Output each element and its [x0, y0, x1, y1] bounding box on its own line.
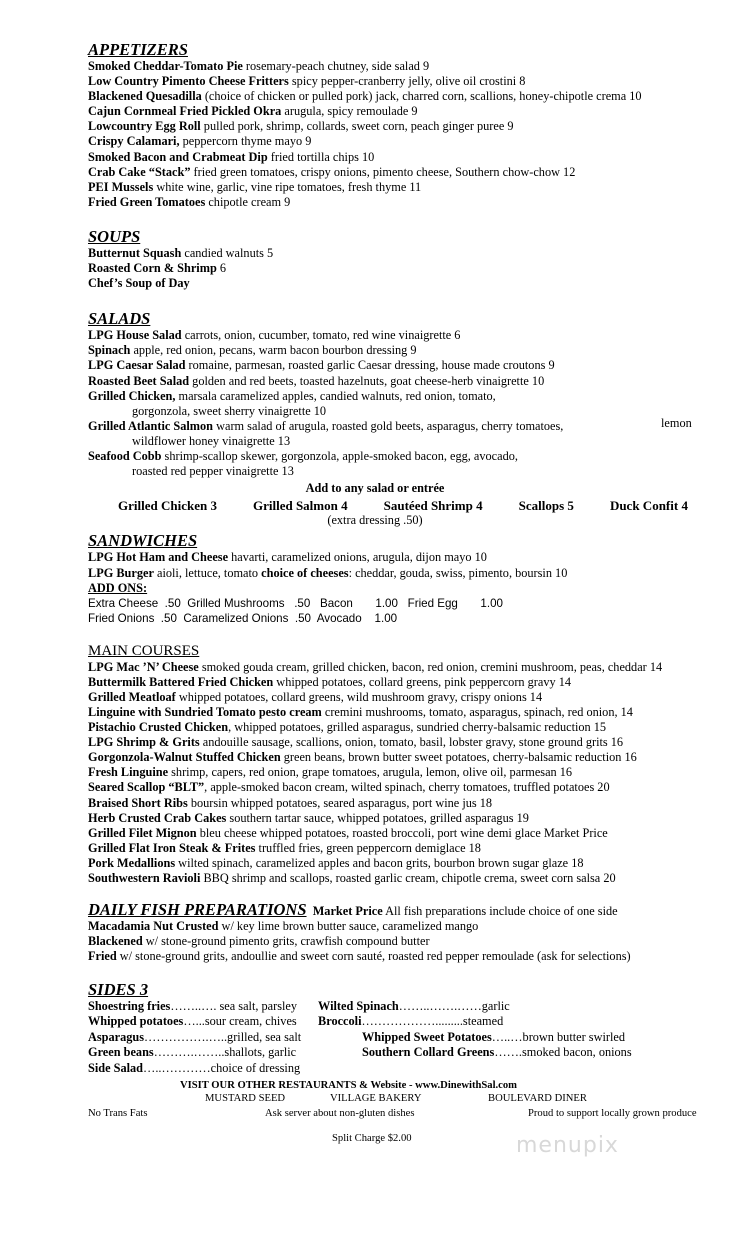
- add-ons-title: ADD ONS:: [88, 580, 148, 595]
- item-desc-cont: roasted red pepper vinaigrette 13: [132, 464, 294, 479]
- side-item: [88, 1014, 297, 1029]
- sides-grid: [88, 999, 718, 1077]
- item-desc: pulled pork, shrimp, collards, sweet corn, peach ginger puree 9: [200, 119, 514, 134]
- menu-item: [88, 246, 718, 261]
- item-name: Herb Crusted Crab Cakes: [88, 810, 227, 825]
- item-name: Lowcountry Egg Roll: [88, 119, 201, 134]
- side-item: [88, 1045, 296, 1060]
- item-desc: , whipped potatoes, grilled asparagus, sundried cherry-balsamic reduction 15: [228, 720, 607, 735]
- footer-local: Proud to support locally grown produce: [528, 1108, 697, 1119]
- item-desc: romaine, parmesan, roasted garlic Caesar dressing, house made croutons 9: [185, 358, 555, 373]
- item-name: Broccoli: [318, 1013, 362, 1028]
- menu-item: [88, 566, 718, 581]
- side-item: [88, 999, 297, 1014]
- item-name: Pork Medallions: [88, 855, 176, 870]
- footer-restaurant: MUSTARD SEED: [205, 1093, 286, 1104]
- item-name: Crispy Calamari,: [88, 134, 180, 149]
- item-name: LPG Mac ’N’ Cheese: [88, 659, 199, 674]
- item-desc: peppercorn thyme mayo 9: [179, 134, 312, 149]
- soups-title: SOUPS: [88, 226, 141, 246]
- footer-restaurant: VILLAGE BAKERY: [330, 1093, 422, 1104]
- add-ons-row: [118, 498, 688, 513]
- item-desc: …...sour cream, chives: [183, 1013, 297, 1028]
- menu-item: [88, 89, 718, 104]
- side-item: [318, 999, 510, 1014]
- item-desc: cremini mushrooms, tomato, asparagus, spinach, red onion, 14: [321, 705, 633, 719]
- menu-item: [88, 750, 718, 765]
- main-courses-list: [88, 660, 718, 886]
- item-desc: ……………….........steamed: [361, 1013, 504, 1028]
- item-desc: carrots, onion, cucumber, tomato, red wine vinaigrette 6: [181, 328, 461, 343]
- menu-item: [88, 811, 718, 826]
- item-desc: shrimp-scallop skewer, gorgonzola, apple-smoked bacon, egg, avocado,: [161, 448, 518, 463]
- footer-restaurant: BOULEVARD DINER: [488, 1093, 587, 1104]
- salads-title: SALADS: [88, 309, 151, 329]
- item-desc: candied walnuts 5: [181, 245, 274, 260]
- add-on-item: Grilled Chicken 3: [118, 498, 217, 514]
- item-desc: BBQ shrimp and scallops, roasted garlic cream, chipotle crema, sweet corn salsa 20: [200, 871, 616, 886]
- add-on-item: Scallops 5: [518, 498, 574, 514]
- menu-item: [88, 841, 718, 856]
- item-desc: green beans, brown butter sweet potatoes, cherry-balsamic reduction 16: [280, 750, 637, 765]
- fish-title: DAILY FISH PREPARATIONS: [88, 900, 307, 920]
- item-desc: (choice of chicken or pulled pork) jack, charred corn, scallions, honey-chipotle crema 10: [201, 89, 642, 104]
- menu-item: [88, 735, 718, 750]
- item-name: Grilled Atlantic Salmon: [88, 418, 214, 433]
- item-name: Chef’s Soup of Day: [88, 276, 190, 291]
- item-name: LPG Burger: [88, 565, 154, 580]
- menu-item: [88, 690, 718, 705]
- item-name: Roasted Corn & Shrimp: [88, 261, 217, 276]
- item-name: Grilled Filet Mignon: [88, 825, 197, 840]
- menu-item: [88, 449, 718, 464]
- item-desc: truffled fries, green peppercorn demiglace 18: [255, 840, 481, 855]
- main-courses-title: MAIN COURSES: [88, 642, 200, 659]
- item-name: Grilled Meatloaf: [88, 689, 176, 704]
- menu-item: [88, 660, 718, 675]
- menu-item: [88, 550, 718, 565]
- appetizers-list: [88, 59, 718, 210]
- item-desc: wilted spinach, caramelized apples and bacon grits, bourbon brown sugar glaze 18: [175, 855, 584, 870]
- menu-item: [88, 919, 718, 934]
- menu-item: [88, 180, 718, 195]
- item-name: Whipped potatoes: [88, 1013, 184, 1028]
- item-desc: 6: [216, 261, 227, 276]
- item-name: Cajun Cornmeal Fried Pickled Okra: [88, 104, 282, 119]
- item-name: Blackened: [88, 934, 143, 949]
- item-name: Roasted Beet Salad: [88, 373, 190, 388]
- item-name: Low Country Pimento Cheese Fritters: [88, 74, 289, 89]
- menu-item: [88, 780, 718, 795]
- item-name: Blackened Quesadilla: [88, 89, 202, 104]
- item-desc: …..…brown butter swirled: [491, 1029, 625, 1044]
- item-name: Southwestern Ravioli: [88, 871, 201, 886]
- menu-item: [88, 871, 718, 886]
- item-desc: marsala caramelized apples, candied walnuts, red onion, tomato,: [175, 388, 496, 403]
- item-desc-cont: gorgonzola, sweet sherry vinaigrette 10: [132, 403, 327, 418]
- item-name: Fried: [88, 949, 117, 964]
- item-desc: …………….…..grilled, sea salt: [144, 1029, 302, 1044]
- add-ons-line: Fried Onions .50 Caramelized Onions .50 Avocado 1.00: [88, 611, 398, 625]
- soups-list: [88, 246, 718, 291]
- item-desc: ……..…….……garlic: [398, 998, 510, 1013]
- fish-list: [88, 919, 718, 964]
- item-desc: , apple-smoked bacon cream, wilted spinach, cherry tomatoes, truffled potatoes 20: [204, 780, 610, 795]
- item-name: Seafood Cobb: [88, 448, 162, 463]
- item-name: Asparagus: [88, 1029, 145, 1044]
- item-name: Braised Short Ribs: [88, 795, 188, 810]
- item-desc: apple, red onion, pecans, warm bacon bourbon dressing 9: [130, 343, 417, 358]
- item-desc: boursin whipped potatoes, seared asparagus, port wine jus 18: [187, 795, 493, 810]
- item-name: PEI Mussels: [88, 179, 154, 194]
- menu-item: [88, 358, 718, 373]
- item-desc: …….smoked bacon, onions: [494, 1044, 632, 1059]
- menu-item: [88, 276, 718, 291]
- footer-gluten: Ask server about non-gluten dishes: [265, 1108, 415, 1119]
- side-item: [362, 1030, 625, 1045]
- item-desc: smoked gouda cream, grilled chicken, bacon, red onion, cremini mushroom, peas, cheddar 14: [198, 659, 663, 674]
- side-item: [88, 1061, 300, 1076]
- add-ons-line: Extra Cheese .50 Grilled Mushrooms .50 Bacon 1.00 Fried Egg 1.00: [88, 596, 503, 610]
- menu-item: [88, 934, 718, 949]
- footer-visit: VISIT OUR OTHER RESTAURANTS & Website - www.DinewithSal.com: [180, 1080, 517, 1091]
- item-desc: aioli, lettuce, tomato: [153, 565, 262, 580]
- item-desc-cont: wildflower honey vinaigrette 13: [132, 433, 291, 448]
- item-name: Grilled Chicken,: [88, 388, 176, 403]
- add-on-item: Sautéed Shrimp 4: [383, 498, 483, 514]
- item-desc: w/ stone-ground grits, andoullie and sweet corn sauté, roasted red pepper remoulade (ask for selections): [116, 949, 631, 964]
- menu-item: [88, 150, 718, 165]
- menu-item: [88, 389, 718, 404]
- item-desc: bleu cheese whipped potatoes, roasted broccoli, port wine demi glace Market Price: [196, 825, 608, 840]
- menu-item: [88, 856, 718, 871]
- item-name: Smoked Cheddar-Tomato Pie: [88, 59, 243, 73]
- item-name: Wilted Spinach: [318, 998, 399, 1013]
- item-name: Fried Green Tomatoes: [88, 194, 206, 209]
- item-name: LPG Hot Ham and Cheese: [88, 550, 229, 565]
- item-desc: fried green tomatoes, crispy onions, pimento cheese, Southern chow-chow 12: [190, 164, 576, 179]
- side-item: [88, 1030, 301, 1045]
- item-desc: havarti, caramelized onions, arugula, dijon mayo 10: [228, 550, 487, 565]
- footer-trans-fats: No Trans Fats: [88, 1108, 148, 1119]
- item-desc: spicy pepper-cranberry jelly, olive oil crostini 8: [288, 74, 526, 89]
- item-name: Crab Cake “Stack”: [88, 164, 191, 179]
- item-name: Side Salad: [88, 1060, 144, 1075]
- fish-note: All fish preparations include choice of one side: [382, 904, 618, 919]
- item-desc: andouille sausage, scallions, onion, tomato, basil, lobster gravy, stone ground grits 16: [199, 735, 624, 750]
- menu-item: [88, 949, 718, 964]
- menu-item: [88, 675, 718, 690]
- item-name: Fresh Linguine: [88, 765, 169, 780]
- menu-item: [88, 134, 718, 149]
- item-desc: : cheddar, gouda, swiss, pimento, boursin 10: [348, 565, 568, 580]
- item-name: Smoked Bacon and Crabmeat Dip: [88, 149, 268, 164]
- item-name: Seared Scallop “BLT”: [88, 780, 205, 795]
- menu-item: [88, 720, 718, 735]
- add-to-salad-title: Add to any salad or entrée: [305, 481, 445, 496]
- menu-item: [88, 328, 718, 343]
- add-on-item: Duck Confit 4: [609, 498, 688, 514]
- item-name: Gorgonzola-Walnut Stuffed Chicken: [88, 750, 281, 765]
- menu-item: [88, 343, 718, 358]
- menu-item: [88, 261, 718, 276]
- sandwiches-title: SANDWICHES: [88, 531, 198, 551]
- item-name: Southern Collard Greens: [362, 1044, 495, 1059]
- appetizers-title: APPETIZERS: [88, 40, 188, 59]
- item-name: Grilled Flat Iron Steak & Frites: [88, 840, 256, 855]
- item-name: Butternut Squash: [88, 245, 182, 260]
- item-desc: …..…………choice of dressing: [143, 1060, 301, 1075]
- item-choice: choice of cheeses: [261, 565, 349, 580]
- menu-item: [88, 195, 718, 210]
- item-desc: w/ stone-ground pimento grits, crawfish compound butter: [142, 934, 430, 949]
- item-desc: ……….……..shallots, garlic: [153, 1044, 297, 1059]
- item-name: Green beans: [88, 1044, 154, 1059]
- watermark-logo: menupix: [516, 1133, 619, 1158]
- salads-list: [88, 328, 718, 479]
- menu-item: [88, 705, 718, 720]
- item-desc: golden and red beets, toasted hazelnuts, goat cheese-herb vinaigrette 10: [189, 373, 545, 388]
- menu-item: [88, 765, 718, 780]
- salad-lemon-note: lemon: [661, 416, 692, 430]
- item-name: Macadamia Nut Crusted: [88, 919, 219, 934]
- item-name: LPG Caesar Salad: [88, 358, 186, 373]
- side-item: [318, 1014, 503, 1029]
- sandwiches-list: [88, 550, 718, 580]
- extra-dressing-note: (extra dressing .50): [327, 513, 423, 528]
- fish-market-price: Market Price: [312, 904, 383, 919]
- menu-item: [88, 374, 718, 389]
- menu-item: [88, 59, 718, 74]
- item-desc: w/ key lime brown butter sauce, caramelized mango: [218, 919, 479, 934]
- item-desc: ……..…. sea salt, parsley: [170, 998, 298, 1013]
- item-desc: white wine, garlic, vine ripe tomatoes, fresh thyme 11: [153, 179, 422, 194]
- side-item: [362, 1045, 632, 1060]
- item-name: Linguine with Sundried Tomato pesto cream: [88, 705, 322, 719]
- menu-item: [88, 104, 718, 119]
- menu-item: [88, 796, 718, 811]
- item-desc: southern tartar sauce, whipped potatoes, grilled asparagus 19: [226, 810, 529, 825]
- item-name: Spinach: [88, 343, 131, 358]
- item-desc: whipped potatoes, collard greens, wild mushroom gravy, crispy onions 14: [175, 689, 543, 704]
- menu-item: [88, 419, 718, 434]
- menu-item: [88, 119, 718, 134]
- item-name: Shoestring fries: [88, 998, 171, 1013]
- menu-item: [88, 826, 718, 841]
- item-name: LPG Shrimp & Grits: [88, 735, 200, 750]
- item-name: Whipped Sweet Potatoes: [362, 1029, 492, 1044]
- item-name: LPG House Salad: [88, 328, 182, 343]
- item-desc: shrimp, capers, red onion, grape tomatoes, arugula, lemon, olive oil, parmesan 16: [168, 765, 573, 780]
- fish-header: [88, 902, 718, 919]
- item-name: Pistachio Crusted Chicken: [88, 720, 229, 735]
- footer-split-charge: Split Charge $2.00: [332, 1133, 412, 1144]
- item-desc: arugula, spicy remoulade 9: [281, 104, 418, 119]
- item-desc: chipotle cream 9: [205, 194, 291, 209]
- add-on-item: Grilled Salmon 4: [252, 498, 348, 514]
- sides-title: SIDES 3: [88, 979, 149, 999]
- item-name: Buttermilk Battered Fried Chicken: [88, 674, 274, 689]
- item-desc: rosemary-peach chutney, side salad 9: [242, 59, 430, 73]
- item-desc: warm salad of arugula, roasted gold beets, asparagus, cherry tomatoes,: [213, 418, 564, 433]
- menu-item: [88, 74, 718, 89]
- item-desc: whipped potatoes, collard greens, pink peppercorn gravy 14: [273, 674, 572, 689]
- menu-item: [88, 165, 718, 180]
- item-desc: fried tortilla chips 10: [267, 149, 375, 164]
- menu-page: [88, 41, 718, 1077]
